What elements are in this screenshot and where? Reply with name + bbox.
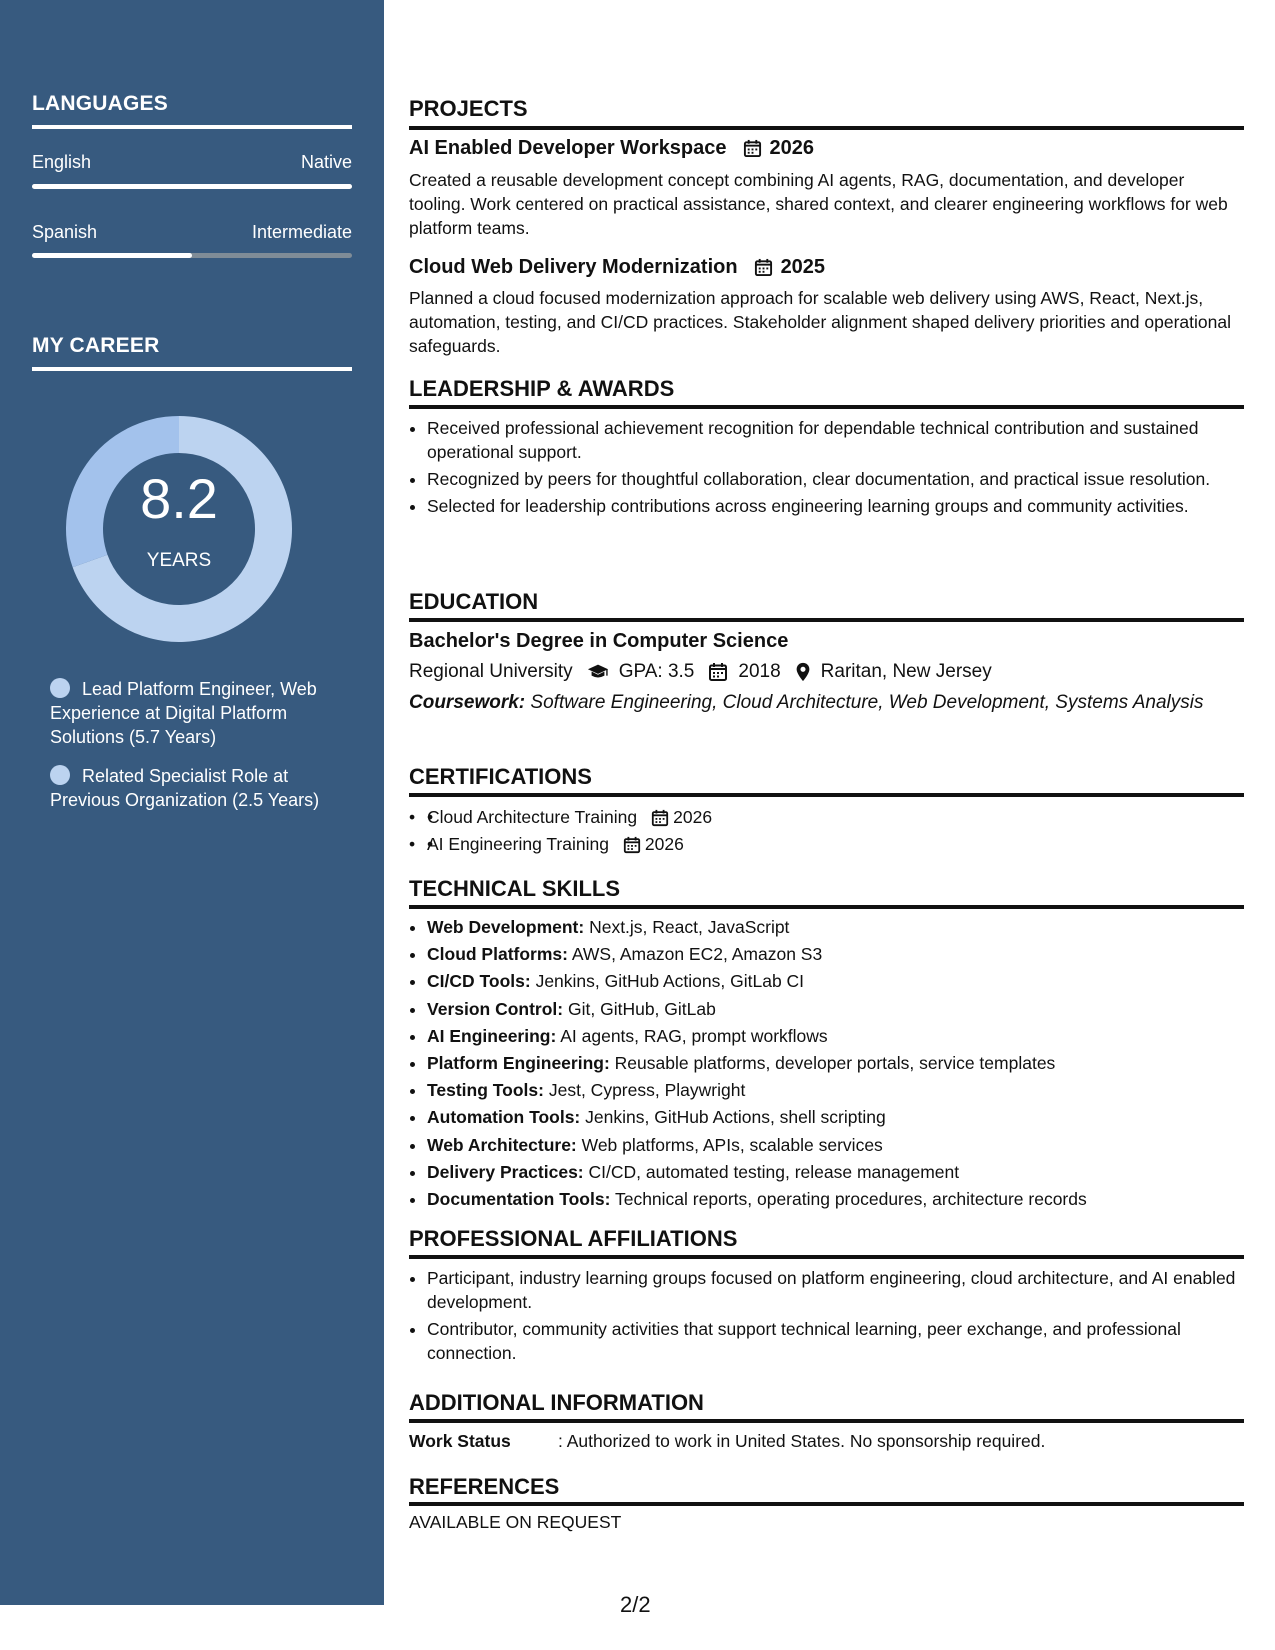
skills-list [409,914,1244,1213]
list-item: • Recognized by peers for thoughtful collaboration, clear documentation, and practical issue resolution. [427,467,1244,491]
languages-heading: LANGUAGES [32,92,168,115]
list-item: • Contributor, community activities that support technical learning, peer exchange, and professional connection. [427,1317,1244,1365]
language-row-english [32,152,352,173]
career-item-text: Lead Platform Engineer, Web Experience at Digital Platform Solutions (5.7 Years) [50,679,317,747]
certification-year: 2026 [673,807,713,827]
work-status-row [409,1431,1045,1452]
project-name: Cloud Web Delivery Modernization [409,256,738,278]
list-item: • Selected for leadership contributions across engineering learning groups and community activities. [427,494,1244,518]
career-dot-icon [50,678,70,698]
skill-value: Next.js, React, JavaScript [589,917,790,937]
skill-item [427,1159,1244,1186]
skill-item [427,1132,1244,1159]
skill-value: Git, GitHub, GitLab [568,998,716,1019]
calendar-icon [651,809,669,827]
skills-heading: TECHNICAL SKILLS [409,876,621,901]
project-year: 2026 [769,137,815,159]
language-bar-spanish [32,253,352,258]
affiliations-rule [409,1255,1244,1259]
skill-value: Jenkins, GitHub Actions, shell scripting [585,1107,886,1128]
school-name: Regional University [409,661,573,682]
skill-label: Version Control: [427,998,564,1019]
certifications-rule [409,793,1244,797]
graduation-year: 2018 [738,661,781,682]
skill-item [427,914,1244,941]
language-level: Intermediate [251,222,352,242]
sidebar [0,0,384,1605]
skill-label: Web Architecture: [427,1134,577,1155]
calendar-icon [743,139,762,158]
work-status-value: : Authorized to work in United States. No sponsorship required. [558,1431,1046,1451]
references-text: AVAILABLE ON REQUEST [409,1512,622,1532]
skill-label: Platform Engineering: [427,1053,610,1074]
certification-item [409,804,1244,831]
projects-rule [409,126,1244,130]
skill-label: AI Engineering: [427,1025,557,1046]
degree-title: Bachelor's Degree in Computer Science [409,630,789,652]
certifications-heading: CERTIFICATIONS [409,764,592,789]
language-bar-fill [32,253,192,258]
language-name: Spanish [32,222,98,242]
language-name: English [32,152,92,172]
skill-label: Automation Tools: [427,1107,581,1128]
gpa: GPA: 3.5 [618,661,695,682]
calendar-icon [754,258,773,277]
skill-item [427,1050,1244,1077]
skill-label: Web Development: [427,917,585,937]
skill-value: Technical reports, operating procedures, architecture records [614,1189,1087,1210]
skill-label: Cloud Platforms: [427,944,568,965]
education-rule [409,618,1244,622]
skill-value: AWS, Amazon EC2, Amazon S3 [571,944,823,965]
skill-value: AI agents, RAG, prompt workflows [560,1025,828,1046]
awards-heading: LEADERSHIP & AWARDS [409,376,675,401]
list-item: • Received professional achievement recognition for dependable technical contribution and sustained operational support. [427,416,1244,464]
projects-heading: PROJECTS [409,96,528,121]
certifications-list [409,804,1244,858]
skill-item [427,1104,1244,1131]
project-year: 2025 [780,256,826,278]
coursework-text: Software Engineering, Cloud Architecture, Web Development, Systems Analysis [530,692,1204,713]
list-item: • Participant, industry learning groups focused on platform engineering, cloud architecture, and AI enabled development. [427,1266,1244,1314]
affiliations-list [409,1266,1244,1365]
skill-label: Documentation Tools: [427,1189,611,1210]
career-item [50,677,340,749]
skill-label: Delivery Practices: [427,1161,584,1182]
career-total-years: 8.2 [140,467,218,530]
language-bar-english [32,184,352,189]
education-location: Raritan, New Jersey [820,661,992,682]
skill-value: Web platforms, APIs, scalable services [581,1134,883,1155]
project-name: AI Enabled Developer Workspace [409,137,727,159]
certification-year: 2026 [644,834,684,854]
location-pin-icon [795,662,811,682]
skill-label: CI/CD Tools: [427,971,531,992]
skill-item [427,1077,1244,1104]
project-title [409,137,814,160]
skill-item [427,968,1244,995]
graduation-cap-icon [587,662,609,682]
skill-label: Testing Tools: [427,1080,544,1101]
page-number: 2/2 [620,1592,651,1617]
skill-value: Jenkins, GitHub Actions, GitLab CI [535,971,805,992]
career-heading: MY CAREER [32,334,160,357]
references-heading: REFERENCES [409,1474,560,1499]
calendar-icon [708,662,728,682]
skill-item [427,1023,1244,1050]
skill-item [427,1186,1244,1213]
education-meta [409,661,992,683]
skill-value: Reusable platforms, developer portals, service templates [614,1053,1056,1074]
education-heading: EDUCATION [409,589,539,614]
skill-item [427,996,1244,1023]
certification-name: AI Engineering Training [427,834,609,854]
additional-heading: ADDITIONAL INFORMATION [409,1390,704,1415]
project-description: Created a reusable development concept combining AI agents, RAG, documentation, and developer tooling. Work centered on practical assistance, shared context, and clearer engineering workflows for web platform teams. [409,170,1228,238]
project-description: Planned a cloud focused modernization approach for scalable web delivery using AWS, React, Next.js, automation, testing, and CI/CD practices. Stakeholder alignment shaped delivery priorities and operational safeguards. [409,288,1231,356]
bullet: • • [409,834,416,854]
calendar-icon [623,836,641,854]
language-level: Native [300,152,352,172]
work-status-label: Work Status [409,1431,511,1451]
language-row-spanish [32,222,352,243]
career-rule [32,367,352,371]
skill-item [427,941,1244,968]
awards-rule [409,405,1244,409]
skill-value: Jest, Cypress, Playwright [548,1080,746,1101]
career-donut-chart [66,416,292,642]
coursework-label: Coursework: [409,692,526,713]
languages-rule [32,125,352,129]
references-rule [409,1502,1244,1506]
certification-item [409,831,1244,858]
project-title [409,256,825,279]
skill-value: CI/CD, automated testing, release management [588,1161,960,1182]
affiliations-heading: PROFESSIONAL AFFILIATIONS [409,1226,738,1251]
coursework [409,691,1209,715]
skills-rule [409,905,1244,909]
additional-rule [409,1419,1244,1423]
language-bar-fill [32,184,352,189]
bullet: • • [409,807,416,827]
career-dot-icon [50,765,70,785]
awards-list [409,416,1244,518]
certification-name: Cloud Architecture Training [427,807,638,827]
career-total-unit: YEARS [146,550,212,571]
career-item-text: Related Specialist Role at Previous Organization (2.5 Years) [50,766,320,810]
career-item [50,764,340,812]
